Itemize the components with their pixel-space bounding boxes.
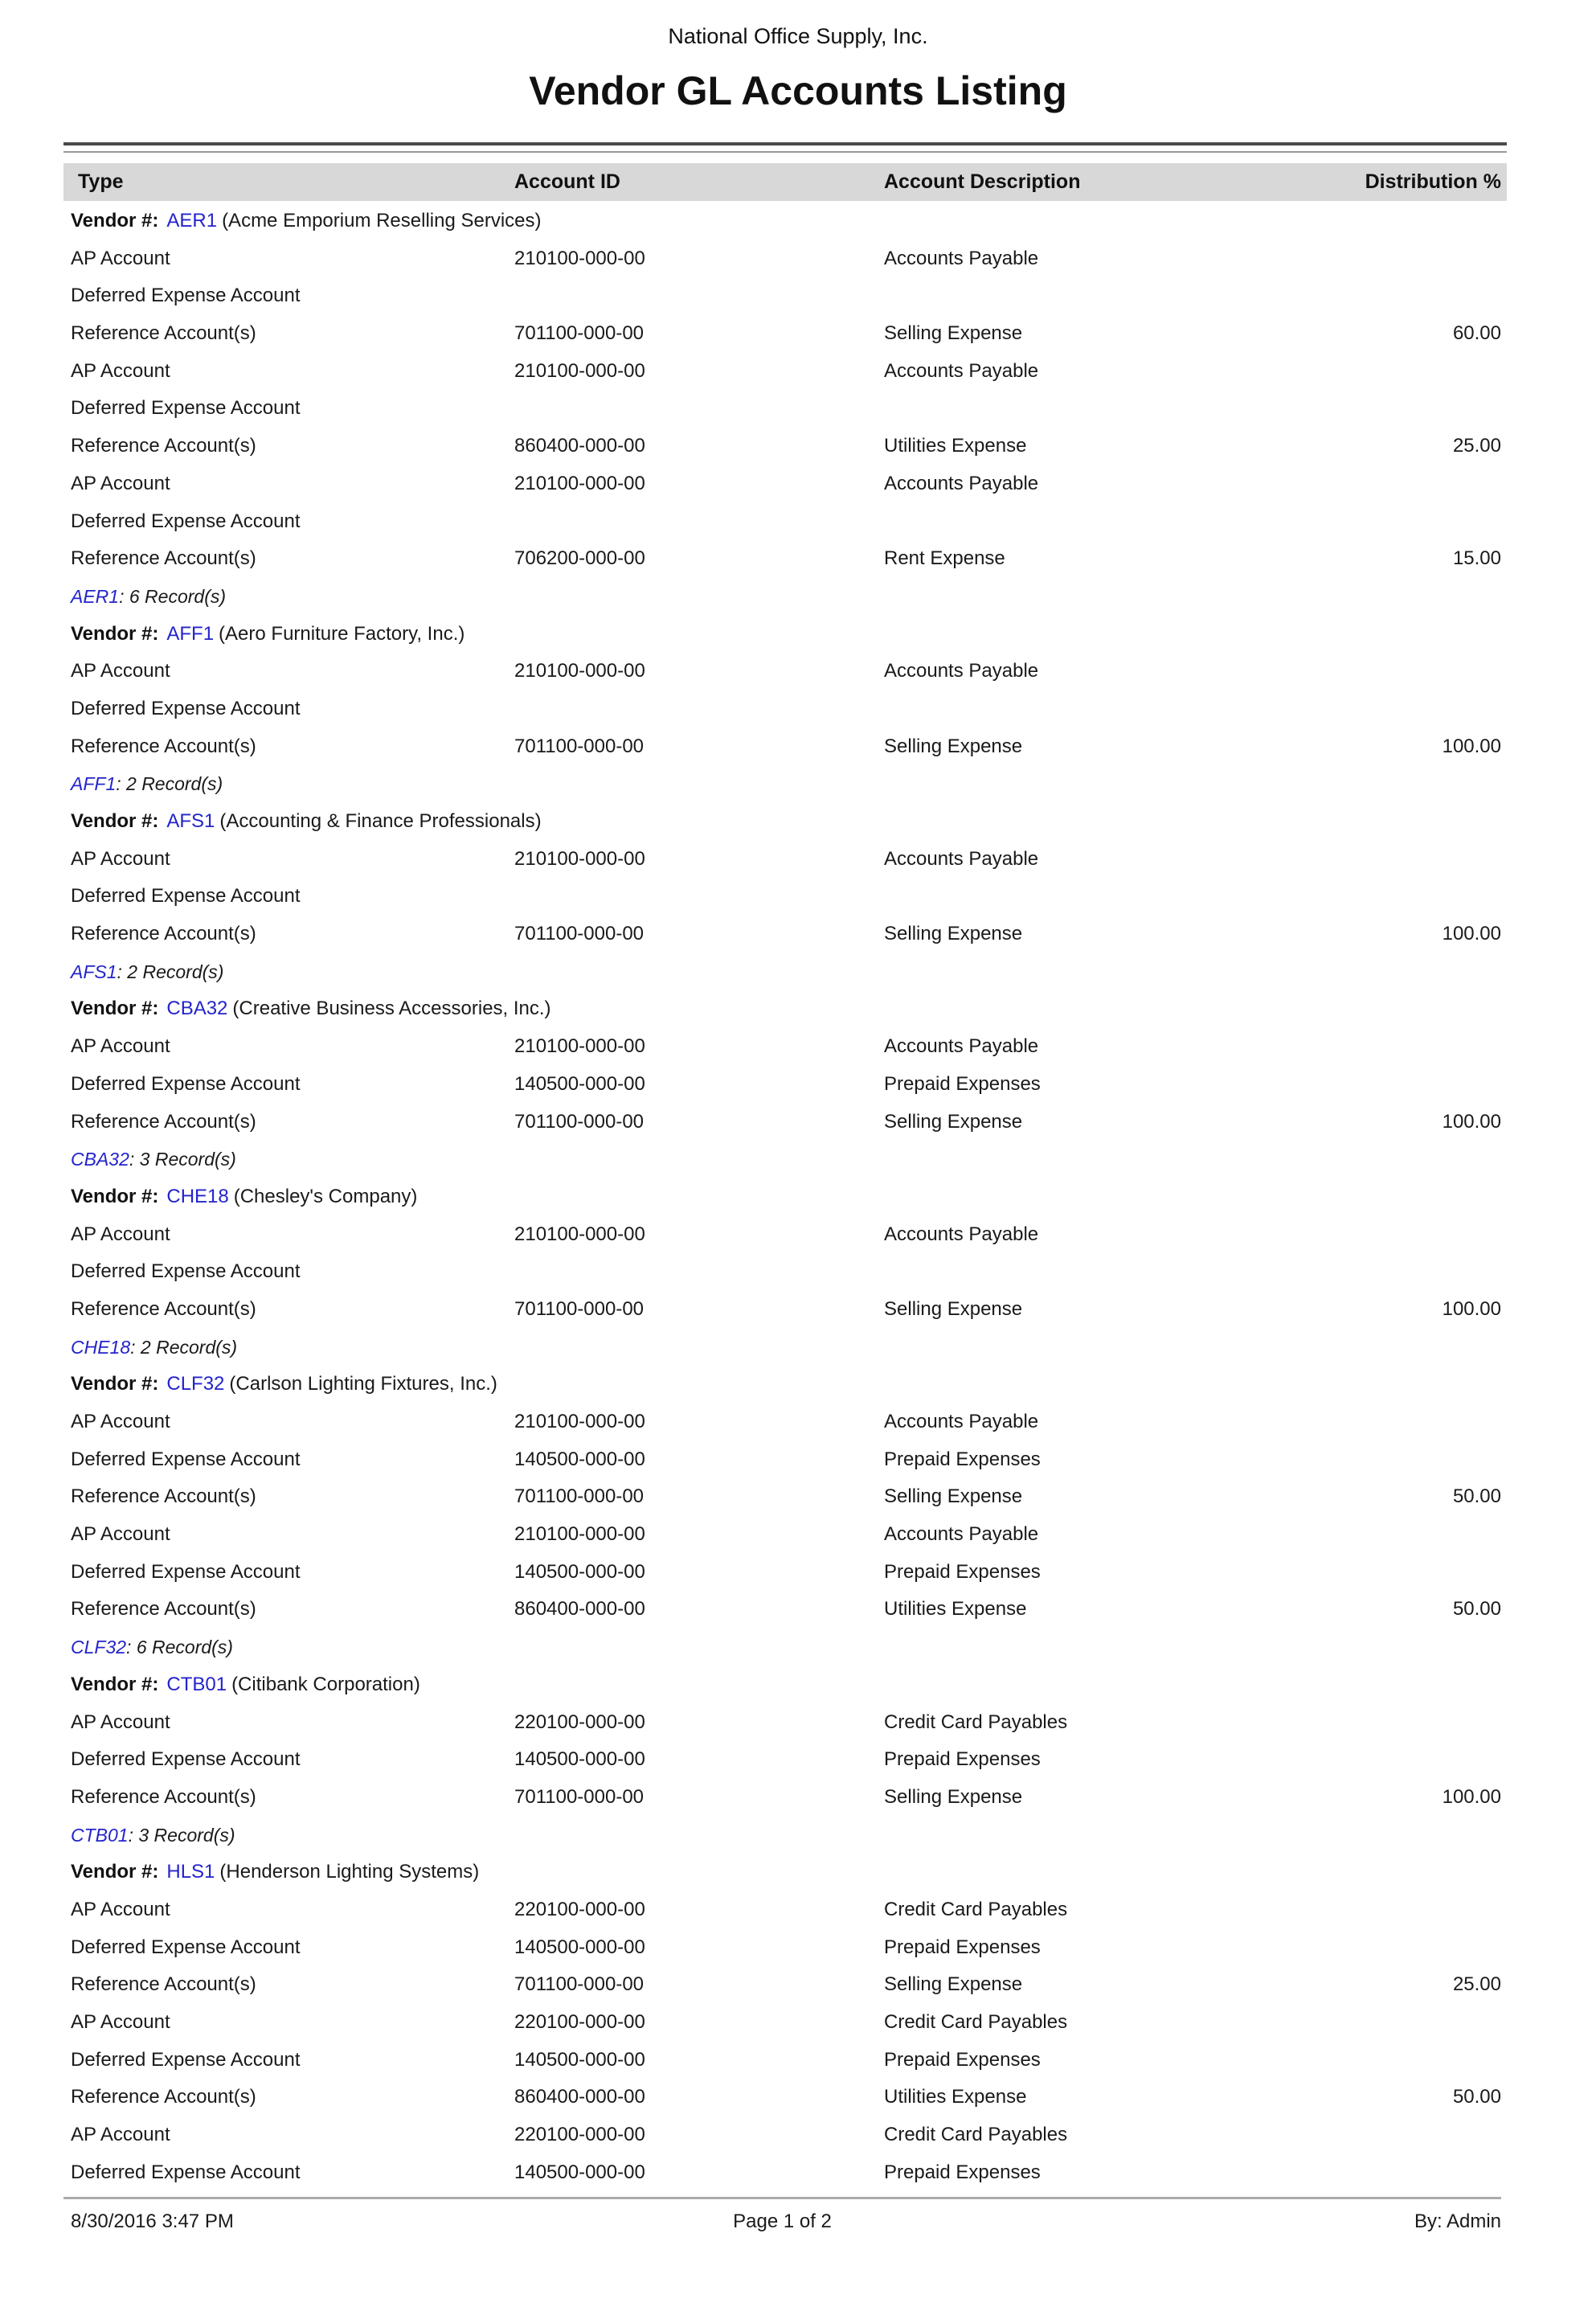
cell-account-id: 701100-000-00 (514, 1110, 645, 1133)
table-row (63, 1216, 1507, 1254)
cell-type: Deferred Expense Account (71, 285, 301, 307)
summary-record-count: : 3 Record(s) (129, 1149, 236, 1170)
cell-type: Reference Account(s) (71, 1598, 256, 1620)
cell-account-description: Prepaid Expenses (884, 1448, 1041, 1470)
cell-account-description: Accounts Payable (884, 359, 1039, 382)
cell-type: Reference Account(s) (71, 547, 256, 570)
table-row (63, 1741, 1507, 1779)
table-row (63, 1291, 1507, 1329)
cell-type: AP Account (71, 472, 170, 494)
cell-type: AP Account (71, 1411, 170, 1432)
vendor-header-row (63, 1366, 1507, 1403)
table-row (63, 653, 1507, 690)
vendor-header-row (63, 1854, 1507, 1891)
summary-record-count: : 2 Record(s) (116, 773, 223, 795)
cell-type: AP Account (71, 247, 170, 269)
cell-type: Reference Account(s) (71, 1110, 256, 1133)
cell-account-description: Prepaid Expenses (884, 2048, 1041, 2071)
title-divider-thick (63, 142, 1507, 145)
table-row (63, 916, 1507, 953)
cell-account-description: Prepaid Expenses (884, 1072, 1041, 1095)
vendor-label: Vendor #: (71, 998, 159, 1020)
cell-type: AP Account (71, 2011, 170, 2033)
company-name: National Office Supply, Inc. (668, 24, 928, 48)
cell-type: Reference Account(s) (71, 322, 256, 345)
cell-type: AP Account (71, 1711, 170, 1733)
cell-type: Deferred Expense Account (71, 510, 301, 532)
cell-account-id: 140500-000-00 (514, 1448, 645, 1470)
table-row (63, 1891, 1507, 1929)
cell-distribution-percent: 15.00 (1452, 547, 1501, 570)
vendor-label: Vendor #: (71, 1673, 159, 1695)
cell-account-description: Selling Expense (884, 1973, 1023, 1996)
page-footer (63, 2206, 1501, 2238)
cell-account-id: 210100-000-00 (514, 660, 645, 682)
summary-vendor-code: AFF1 (71, 773, 117, 795)
summary-vendor-code: CHE18 (71, 1336, 131, 1358)
table-row (63, 2079, 1507, 2116)
cell-type: AP Account (71, 1223, 170, 1245)
vendor-header-row (63, 616, 1507, 654)
cell-type: AP Account (71, 1035, 170, 1058)
cell-type: Deferred Expense Account (71, 1936, 301, 1958)
footer-datetime: 8/30/2016 3:47 PM (71, 2211, 234, 2232)
cell-type: AP Account (71, 660, 170, 682)
vendor-name: (Acme Emporium Reselling Services) (222, 210, 542, 232)
cell-account-id: 701100-000-00 (514, 1297, 645, 1320)
vendor-summary-row (63, 1817, 1507, 1854)
table-row (63, 841, 1507, 879)
table-row (63, 1441, 1507, 1479)
table-row (63, 1704, 1507, 1742)
cell-account-id: 220100-000-00 (514, 2124, 645, 2146)
cell-account-description: Accounts Payable (884, 247, 1039, 269)
vendor-summary-row (63, 1141, 1507, 1178)
cell-account-id: 210100-000-00 (514, 1035, 645, 1058)
cell-account-id: 210100-000-00 (514, 472, 645, 494)
table-row (63, 1028, 1507, 1066)
vendor-name: (Aero Furniture Factory, Inc.) (219, 622, 465, 645)
cell-type: Reference Account(s) (71, 435, 256, 457)
cell-distribution-percent: 25.00 (1452, 1973, 1501, 1996)
cell-account-id: 210100-000-00 (514, 1523, 645, 1546)
summary-vendor-code: AER1 (71, 585, 120, 607)
cell-distribution-percent: 50.00 (1452, 2086, 1501, 2108)
cell-type: AP Account (71, 847, 170, 870)
cell-type: Reference Account(s) (71, 2086, 256, 2108)
summary-record-count: : 6 Record(s) (119, 585, 227, 607)
cell-account-id: 220100-000-00 (514, 1711, 645, 1733)
cell-account-id: 706200-000-00 (514, 547, 645, 570)
column-header-account-id: Account ID (514, 170, 620, 193)
vendor-header-row (63, 990, 1507, 1028)
cell-account-id: 210100-000-00 (514, 359, 645, 382)
table-row (63, 240, 1507, 278)
cell-distribution-percent: 100.00 (1442, 1785, 1501, 1808)
vendor-code: CBA32 (166, 998, 228, 1020)
vendor-summary-row (63, 1329, 1507, 1366)
vendor-code: CHE18 (166, 1185, 229, 1207)
cell-account-description: Selling Expense (884, 735, 1023, 757)
column-header-type: Type (78, 170, 124, 193)
table-row (63, 503, 1507, 541)
vendor-summary-row (63, 765, 1507, 803)
vendor-code: AER1 (166, 210, 218, 232)
cell-account-description: Accounts Payable (884, 660, 1039, 682)
table-row (63, 1516, 1507, 1554)
cell-type: AP Account (71, 1523, 170, 1546)
cell-account-id: 140500-000-00 (514, 1560, 645, 1583)
table-row (63, 1478, 1507, 1516)
cell-account-description: Prepaid Expenses (884, 1560, 1041, 1583)
cell-account-description: Credit Card Payables (884, 2011, 1068, 2033)
cell-account-description: Prepaid Expenses (884, 2161, 1041, 2183)
cell-distribution-percent: 50.00 (1452, 1598, 1501, 1620)
cell-account-description: Utilities Expense (884, 435, 1027, 457)
vendor-name: (Chesley's Company) (233, 1185, 418, 1207)
cell-account-id: 140500-000-00 (514, 1072, 645, 1095)
cell-type: Deferred Expense Account (71, 2161, 301, 2183)
table-row (63, 1966, 1507, 2004)
vendor-name: (Creative Business Accessories, Inc.) (232, 998, 551, 1020)
cell-type: Reference Account(s) (71, 1297, 256, 1320)
cell-account-id: 210100-000-00 (514, 1223, 645, 1245)
table-row (63, 390, 1507, 428)
cell-account-description: Accounts Payable (884, 1035, 1039, 1058)
table-row (63, 315, 1507, 353)
page-title: Vendor GL Accounts Listing (529, 68, 1067, 113)
cell-type: Reference Account(s) (71, 1485, 256, 1508)
cell-account-description: Prepaid Expenses (884, 1936, 1041, 1958)
vendor-header-row (63, 1178, 1507, 1216)
vendor-name: (Henderson Lighting Systems) (219, 1861, 480, 1883)
summary-record-count: : 3 Record(s) (128, 1824, 235, 1846)
table-row (63, 2004, 1507, 2042)
vendor-label: Vendor #: (71, 1185, 159, 1207)
cell-distribution-percent: 60.00 (1452, 322, 1501, 345)
summary-record-count: : 6 Record(s) (126, 1637, 233, 1658)
cell-account-description: Selling Expense (884, 1485, 1023, 1508)
vendor-header-row (63, 803, 1507, 841)
cell-type: Deferred Expense Account (71, 1448, 301, 1470)
cell-distribution-percent: 100.00 (1442, 735, 1501, 757)
cell-account-id: 210100-000-00 (514, 247, 645, 269)
cell-type: AP Account (71, 2124, 170, 2146)
footer-author: By: Admin (1414, 2211, 1501, 2232)
cell-account-description: Accounts Payable (884, 1523, 1039, 1546)
table-body (63, 203, 1507, 2191)
cell-account-description: Credit Card Payables (884, 2124, 1068, 2146)
vendor-label: Vendor #: (71, 810, 159, 832)
table-row (63, 428, 1507, 465)
cell-account-description: Selling Expense (884, 322, 1023, 345)
cell-account-description: Credit Card Payables (884, 1898, 1068, 1920)
table-row (63, 353, 1507, 391)
cell-account-id: 701100-000-00 (514, 1973, 645, 1996)
cell-distribution-percent: 100.00 (1442, 923, 1501, 945)
vendor-code: AFF1 (166, 622, 215, 645)
table-row (63, 540, 1507, 578)
table-row (63, 2154, 1507, 2192)
vendor-label: Vendor #: (71, 1861, 159, 1883)
cell-account-description: Accounts Payable (884, 1411, 1039, 1432)
cell-account-description: Accounts Payable (884, 847, 1039, 870)
vendor-code: CLF32 (166, 1373, 225, 1395)
cell-account-id: 860400-000-00 (514, 435, 645, 457)
vendor-summary-row (63, 578, 1507, 616)
table-row (63, 1253, 1507, 1291)
table-row (63, 690, 1507, 728)
cell-account-id: 701100-000-00 (514, 735, 645, 757)
cell-distribution-percent: 100.00 (1442, 1110, 1501, 1133)
vendor-label: Vendor #: (71, 622, 159, 645)
column-header-distribution: Distribution % (1365, 170, 1501, 193)
footer-page-number: Page 1 of 2 (733, 2211, 832, 2232)
vendor-summary-row (63, 1629, 1507, 1666)
table-row (63, 1929, 1507, 1967)
cell-account-id: 220100-000-00 (514, 2011, 645, 2033)
summary-vendor-code: CTB01 (71, 1824, 129, 1846)
cell-account-id: 140500-000-00 (514, 1748, 645, 1771)
cell-type: AP Account (71, 1898, 170, 1920)
cell-type: Deferred Expense Account (71, 885, 301, 908)
table-row (63, 1066, 1507, 1104)
cell-account-description: Credit Card Payables (884, 1711, 1068, 1733)
cell-distribution-percent: 25.00 (1452, 435, 1501, 457)
footer-divider (63, 2197, 1501, 2199)
cell-account-description: Accounts Payable (884, 1223, 1039, 1245)
title-divider-thin (63, 151, 1507, 153)
vendor-summary-row (63, 953, 1507, 991)
summary-record-count: : 2 Record(s) (130, 1336, 238, 1358)
table-row (63, 277, 1507, 315)
vendor-label: Vendor #: (71, 210, 159, 232)
vendor-code: AFS1 (166, 810, 215, 832)
cell-account-id: 210100-000-00 (514, 1411, 645, 1432)
cell-account-id: 860400-000-00 (514, 1598, 645, 1620)
cell-distribution-percent: 50.00 (1452, 1485, 1501, 1508)
table-row (63, 1779, 1507, 1817)
cell-account-description: Selling Expense (884, 1110, 1023, 1133)
table-row (63, 878, 1507, 916)
table-row (63, 728, 1507, 766)
cell-account-description: Utilities Expense (884, 1598, 1027, 1620)
table-row (63, 1554, 1507, 1592)
vendor-code: CTB01 (166, 1673, 227, 1695)
vendor-header-row (63, 203, 1507, 240)
table-row (63, 2116, 1507, 2154)
table-row (63, 465, 1507, 503)
cell-account-description: Accounts Payable (884, 472, 1039, 494)
table-row (63, 1403, 1507, 1441)
cell-account-id: 701100-000-00 (514, 923, 645, 945)
cell-type: AP Account (71, 359, 170, 382)
cell-account-description: Selling Expense (884, 923, 1023, 945)
cell-distribution-percent: 100.00 (1442, 1297, 1501, 1320)
summary-record-count: : 2 Record(s) (117, 961, 224, 982)
cell-account-description: Rent Expense (884, 547, 1005, 570)
vendor-code: HLS1 (166, 1861, 215, 1883)
cell-type: Deferred Expense Account (71, 1260, 301, 1283)
cell-account-id: 140500-000-00 (514, 2048, 645, 2071)
cell-account-id: 210100-000-00 (514, 847, 645, 870)
column-header-account-description: Account Description (884, 170, 1081, 193)
cell-type: Reference Account(s) (71, 923, 256, 945)
cell-account-description: Selling Expense (884, 1785, 1023, 1808)
summary-vendor-code: CBA32 (71, 1149, 129, 1170)
cell-type: Deferred Expense Account (71, 1748, 301, 1771)
cell-account-id: 701100-000-00 (514, 1785, 645, 1808)
cell-account-description: Prepaid Expenses (884, 1748, 1041, 1771)
cell-account-id: 220100-000-00 (514, 1898, 645, 1920)
vendor-header-row (63, 1666, 1507, 1704)
table-row (63, 1591, 1507, 1629)
vendor-name: (Citibank Corporation) (231, 1673, 420, 1695)
vendor-name: (Carlson Lighting Fixtures, Inc.) (229, 1373, 497, 1395)
table-row (63, 1104, 1507, 1141)
cell-account-id: 140500-000-00 (514, 1936, 645, 1958)
table-header-row (63, 163, 1507, 201)
cell-account-id: 701100-000-00 (514, 1485, 645, 1508)
cell-type: Deferred Expense Account (71, 1560, 301, 1583)
summary-vendor-code: AFS1 (71, 961, 117, 982)
cell-account-id: 140500-000-00 (514, 2161, 645, 2183)
cell-account-id: 860400-000-00 (514, 2086, 645, 2108)
cell-type: Reference Account(s) (71, 1785, 256, 1808)
cell-type: Deferred Expense Account (71, 697, 301, 719)
cell-account-id: 701100-000-00 (514, 322, 645, 345)
cell-type: Reference Account(s) (71, 735, 256, 757)
cell-account-description: Selling Expense (884, 1297, 1023, 1320)
table-row (63, 2042, 1507, 2079)
cell-type: Deferred Expense Account (71, 397, 301, 420)
vendor-name: (Accounting & Finance Professionals) (219, 810, 542, 832)
summary-vendor-code: CLF32 (71, 1637, 127, 1658)
cell-type: Deferred Expense Account (71, 1072, 301, 1095)
vendor-label: Vendor #: (71, 1373, 159, 1395)
cell-account-description: Utilities Expense (884, 2086, 1027, 2108)
cell-type: Deferred Expense Account (71, 2048, 301, 2071)
cell-type: Reference Account(s) (71, 1973, 256, 1996)
